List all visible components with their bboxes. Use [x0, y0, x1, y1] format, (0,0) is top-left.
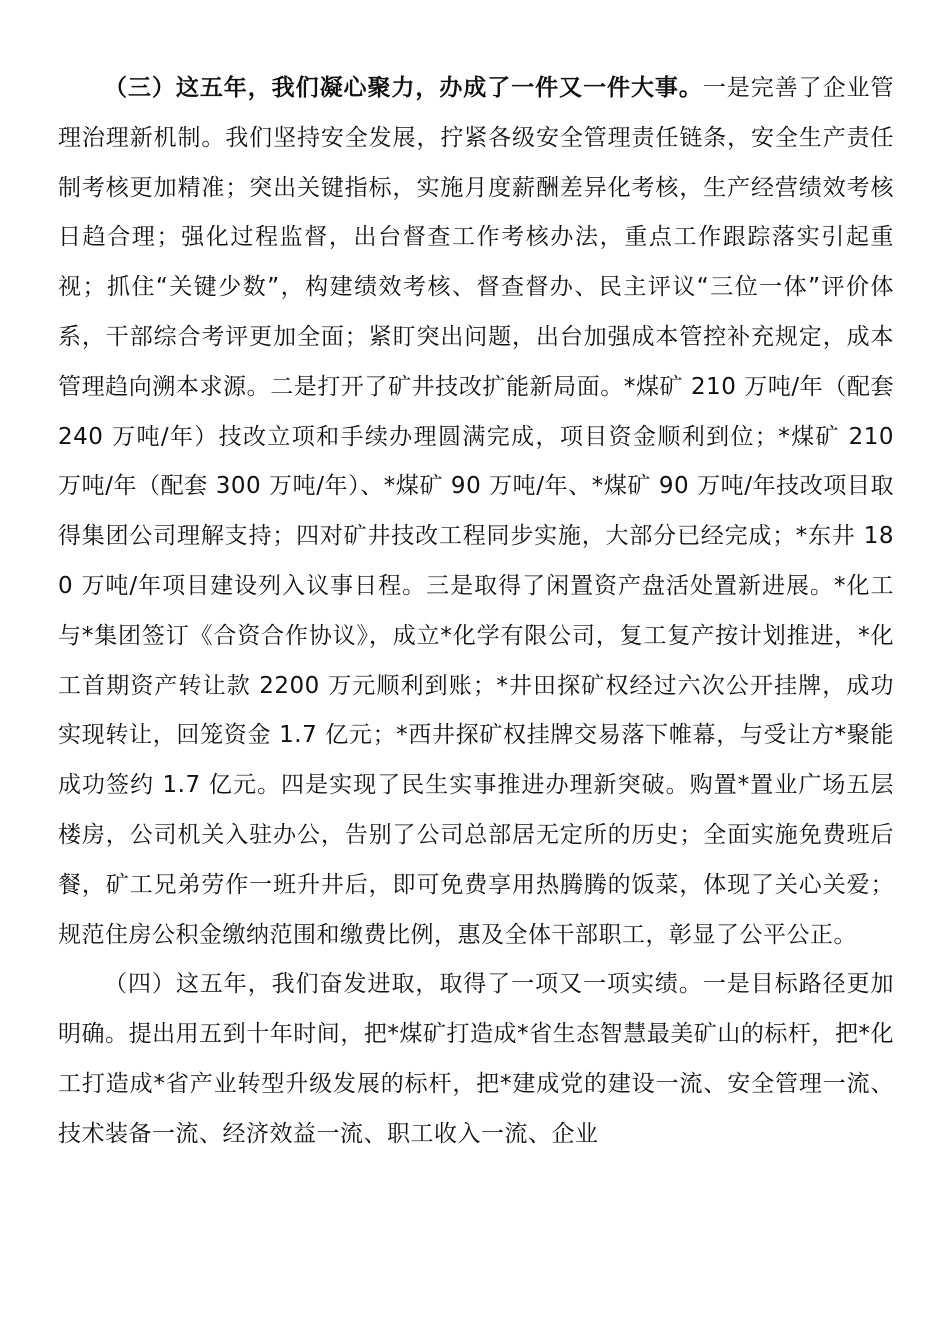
paragraph-section-3-heading: （三）这五年，我们凝心聚力，办成了一件又一件大事。 [104, 75, 703, 101]
paragraph-section-4 [58, 960, 894, 1159]
paragraph-section-3 [58, 64, 894, 960]
document-body [58, 64, 894, 1160]
paragraph-section-3-text: 一是完善了企业管理治理新机制。我们坚持安全发展，拧紧各级安全管理责任链条，安全生产责任制考核更加精准；突出关键指标，实施月度薪酬差异化考核，生产经营绩效考核日趋合理；强化过程监督，出台督查工作考核办法，重点工作跟踪落实引起重视；抓住“关键少数”，构建绩效考核、督查督办、民主评议“三位一体”评价体系，干部综合考评更加全面；紧盯突出问题，出台加强成本管控补充规定，成本管理趋向溯本求源。二是打开了矿井技改扩能新局面。*煤矿 210 万吨/年（配套 240 万吨/年）技改立项和手续办理圆满完成，项目资金顺利到位；*煤矿 210 万吨/年（配套 300 万吨/年）、*煤矿 90 万吨/年、*煤矿 90 万吨/年技改项目取得集团公司理解支持；四对矿井技改工程同步实施，大部分已经完成；*东井 180 万吨/年项目建设列入议事日程。三是取得了闲置资产盘活处置新进展。*化工与*集团签订《合资合作协议》，成立*化学有限公司，复工复产按计划推进，*化工首期资产转让款 2200 万元顺利到账；*井田探矿权经过六次公开挂牌，成功实现转让，回笼资金 1.7 亿元；*西井探矿权挂牌交易落下帷幕，与受让方*聚能成功签约 1.7 亿元。四是实现了民生实事推进办理新突破。购置*置业广场五层楼房，公司机关入驻办公，告别了公司总部居无定所的历史；全面实施免费班后餐，矿工兄弟劳作一班升井后，即可免费享用热腾腾的饭菜，体现了关心关爱；规范住房公积金缴纳范围和缴费比例，惠及全体干部职工，彰显了公平公正。 [58, 75, 894, 948]
paragraph-section-4-text: 一是目标路径更加明确。提出用五到十年时间，把*煤矿打造成*省生态智慧最美矿山的标杆，把*化工打造成*省产业转型升级发展的标杆，把*建成党的建设一流、安全管理一流、技术装备一流、经济效益一流、职工收入一流、企业 [58, 971, 894, 1147]
paragraph-section-4-heading: （四）这五年，我们奋发进取，取得了一项又一项实绩。 [104, 971, 703, 998]
